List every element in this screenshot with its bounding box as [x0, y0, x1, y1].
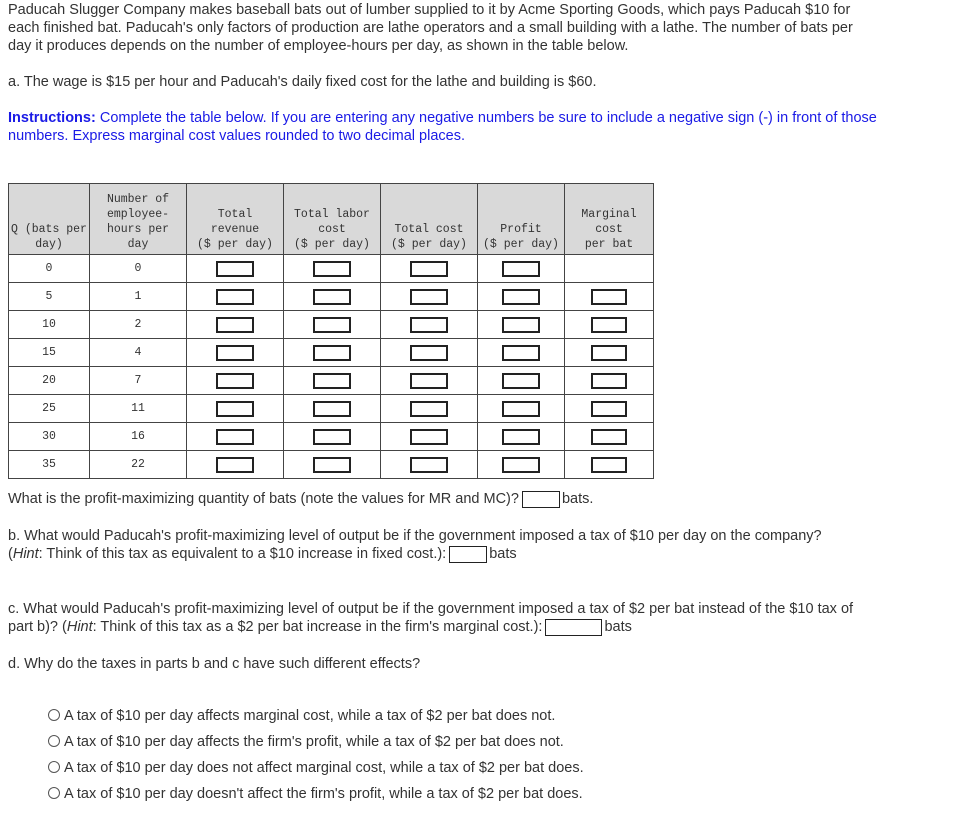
- part-d-option[interactable]: A tax of $10 per day affects the firm's profit, while a tax of $2 per bat does not.: [48, 733, 564, 752]
- revenue-input[interactable]: [216, 289, 254, 305]
- part-d-option[interactable]: A tax of $10 per day doesn't affect the firm's profit, while a tax of $2 per bat does.: [48, 785, 583, 804]
- table-header-row: [9, 184, 654, 255]
- revenue-input[interactable]: [216, 373, 254, 389]
- table-row: [9, 423, 654, 451]
- labor-cost-input[interactable]: [313, 261, 351, 277]
- header-hours: Number of employee- hours per day: [90, 184, 187, 255]
- hours-cell: 11: [90, 395, 187, 423]
- hours-cell: 0: [90, 255, 187, 283]
- q-cell: 10: [9, 311, 90, 339]
- q-cell: 0: [9, 255, 90, 283]
- intro-line-3: day it produces depends on the number of employee-hours per day, as shown in the table below.: [8, 38, 629, 54]
- part-b-line-1: b. What would Paducah's profit-maximizing level of output be if the government imposed a tax of $10 per day on the company?: [8, 528, 822, 544]
- table-row: [9, 255, 654, 283]
- q-cell: 5: [9, 283, 90, 311]
- marginal-cost-input[interactable]: [591, 429, 627, 445]
- total-cost-input[interactable]: [410, 289, 448, 305]
- instructions-line-2: numbers. Express marginal cost values rounded to two decimal places.: [8, 128, 465, 144]
- hours-cell: 7: [90, 367, 187, 395]
- table-row: [9, 283, 654, 311]
- radio-button[interactable]: [48, 787, 60, 799]
- table-row: [9, 339, 654, 367]
- labor-cost-input[interactable]: [313, 345, 351, 361]
- hours-cell: 4: [90, 339, 187, 367]
- header-labor-cost: Total labor cost ($ per day): [284, 184, 381, 255]
- q-cell: 15: [9, 339, 90, 367]
- labor-cost-input[interactable]: [313, 429, 351, 445]
- part-b-output-input[interactable]: [449, 546, 487, 563]
- hours-cell: 1: [90, 283, 187, 311]
- table-row: [9, 451, 654, 479]
- instructions-label: Instructions:: [8, 110, 96, 126]
- q-cell: 35: [9, 451, 90, 479]
- q-cell: 20: [9, 367, 90, 395]
- radio-button[interactable]: [48, 761, 60, 773]
- profit-max-quantity-input[interactable]: [522, 491, 560, 508]
- marginal-cost-input[interactable]: [591, 289, 627, 305]
- header-revenue: Total revenue ($ per day): [187, 184, 284, 255]
- profit-input[interactable]: [502, 457, 540, 473]
- radio-button[interactable]: [48, 709, 60, 721]
- marginal-cost-input[interactable]: [591, 401, 627, 417]
- marginal-cost-input[interactable]: [591, 345, 627, 361]
- total-cost-input[interactable]: [410, 345, 448, 361]
- table-row: [9, 311, 654, 339]
- profit-input[interactable]: [502, 261, 540, 277]
- revenue-input[interactable]: [216, 401, 254, 417]
- profit-input[interactable]: [502, 401, 540, 417]
- profit-input[interactable]: [502, 317, 540, 333]
- total-cost-input[interactable]: [410, 401, 448, 417]
- profit-max-question: What is the profit-maximizing quantity of bats (note the values for MR and MC)? bats.: [8, 491, 594, 507]
- intro-line-2: each finished bat. Paducah's only factors of production are lathe operators and a small building with a lathe. The number of bats per: [8, 20, 853, 36]
- table-row: [9, 395, 654, 423]
- revenue-input[interactable]: [216, 429, 254, 445]
- labor-cost-input[interactable]: [313, 373, 351, 389]
- part-d-question: d. Why do the taxes in parts b and c have such different effects?: [8, 656, 421, 672]
- hours-cell: 2: [90, 311, 187, 339]
- profit-input[interactable]: [502, 429, 540, 445]
- revenue-input[interactable]: [216, 457, 254, 473]
- hours-cell: 22: [90, 451, 187, 479]
- total-cost-input[interactable]: [410, 261, 448, 277]
- marginal-cost-input[interactable]: [591, 373, 627, 389]
- header-q: Q (bats per day): [9, 184, 90, 255]
- q-cell: 25: [9, 395, 90, 423]
- total-cost-input[interactable]: [410, 373, 448, 389]
- part-d-option[interactable]: A tax of $10 per day affects marginal cost, while a tax of $2 per bat does not.: [48, 707, 555, 726]
- labor-cost-input[interactable]: [313, 401, 351, 417]
- header-marginal-cost: Marginal cost per bat: [565, 184, 654, 255]
- table-row: [9, 367, 654, 395]
- header-profit: Profit ($ per day): [478, 184, 565, 255]
- profit-input[interactable]: [502, 373, 540, 389]
- part-c-output-input[interactable]: [545, 619, 602, 636]
- intro-line-1: Paducah Slugger Company makes baseball bats out of lumber supplied to it by Acme Sporting Goods, which pays Paducah $10 for: [8, 2, 851, 18]
- part-c-line-1: c. What would Paducah's profit-maximizing level of output be if the government imposed a tax of $2 per bat instead of the $10 tax of: [8, 601, 854, 617]
- instructions-text: Complete the table below. If you are entering any negative numbers be sure to include a negative sign (-) in front of those: [95, 110, 877, 126]
- marginal-cost-input[interactable]: [591, 317, 627, 333]
- instructions-line-1: [8, 109, 877, 128]
- total-cost-input[interactable]: [410, 429, 448, 445]
- header-total-cost: Total cost ($ per day): [381, 184, 478, 255]
- profit-input[interactable]: [502, 289, 540, 305]
- profit-input[interactable]: [502, 345, 540, 361]
- labor-cost-input[interactable]: [313, 317, 351, 333]
- q-cell: 30: [9, 423, 90, 451]
- part-c-line-2: part b)? (Hint: Think of this tax as a $2 per bat increase in the firm's marginal cost.): bats: [8, 619, 632, 635]
- part-d-option[interactable]: A tax of $10 per day does not affect marginal cost, while a tax of $2 per bat does.: [48, 759, 584, 778]
- production-cost-table: [8, 183, 654, 479]
- part-a-text: a. The wage is $15 per hour and Paducah's daily fixed cost for the lathe and building is $60.: [8, 74, 597, 90]
- revenue-input[interactable]: [216, 261, 254, 277]
- labor-cost-input[interactable]: [313, 289, 351, 305]
- labor-cost-input[interactable]: [313, 457, 351, 473]
- total-cost-input[interactable]: [410, 457, 448, 473]
- hours-cell: 16: [90, 423, 187, 451]
- revenue-input[interactable]: [216, 317, 254, 333]
- marginal-cost-input[interactable]: [591, 457, 627, 473]
- revenue-input[interactable]: [216, 345, 254, 361]
- radio-button[interactable]: [48, 735, 60, 747]
- total-cost-input[interactable]: [410, 317, 448, 333]
- part-b-line-2: (Hint: Think of this tax as equivalent to a $10 increase in fixed cost.): bats: [8, 546, 517, 562]
